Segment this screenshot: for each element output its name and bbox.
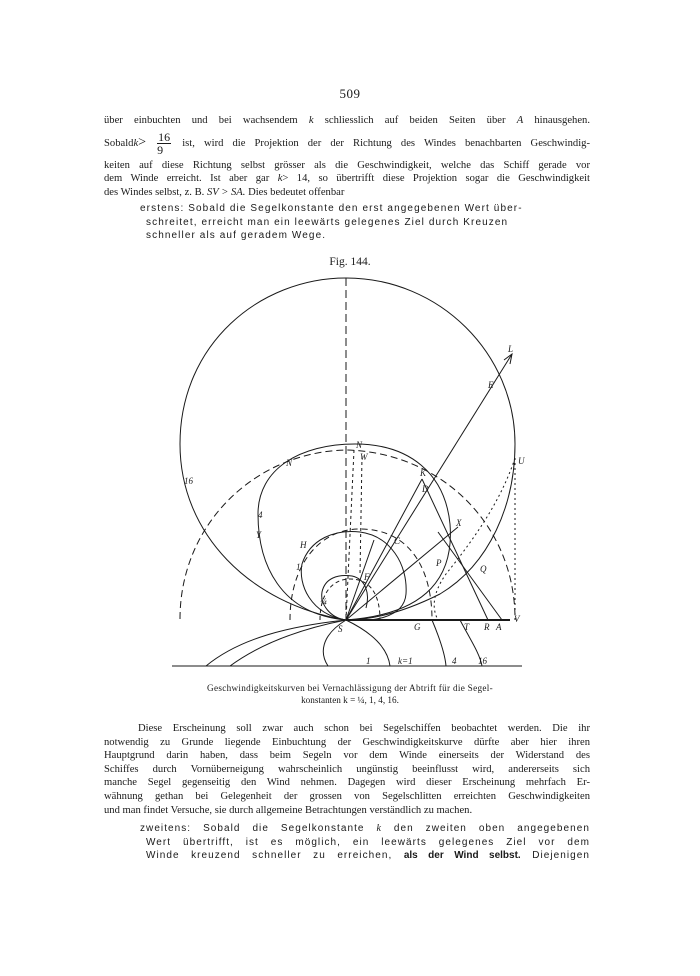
text-line: dem Winde erreicht. Ist aber gar (104, 173, 270, 185)
text-line: über einbuchten und bei wachsendem (104, 115, 298, 126)
lower-curve-1 (230, 620, 346, 666)
dotted-curve-u (434, 458, 515, 620)
text-line: Diese Erscheinung soll zwar auch schon bei Segelschiffen beobachtet werden. Die ihr (138, 723, 590, 734)
text-line: keiten auf diese Richtung selbst grösser als die Geschwindigkeit, welche das Schiff gerade vor (104, 159, 590, 171)
figure-caption (175, 682, 525, 706)
text-line: und man findet Versuche, sie durch allgemeine Betrachtungen verständlich zu machen. (104, 804, 473, 816)
fraction-16-9 (157, 131, 171, 156)
text-line: notwendig zu Grunde liegende Einbuchtung der Geschwindigkeitskurve dürfte aber hier ihren (104, 736, 590, 748)
label-q: Q (480, 564, 487, 574)
dashed-w-f (360, 456, 362, 574)
text-line: schliesslich auf beiden Seiten über (324, 115, 506, 126)
line-x-a (438, 532, 502, 620)
arrowhead-l (504, 354, 512, 364)
text-line: ist, wird die Projektion der der Richtung des Windes benachbarten Geschwindig- (182, 137, 590, 149)
emphasis-text: als der Wind selbst. (403, 850, 521, 862)
dashed-n-s (346, 450, 354, 620)
label-d: D (422, 484, 429, 494)
label-p: P (436, 558, 442, 568)
label-w: W (360, 452, 368, 462)
label-1: 1 (296, 562, 301, 572)
line-k-r (422, 479, 488, 620)
curve-k-quarter (322, 576, 368, 620)
zweitens-line: Wert übertrifft, ist es möglich, ein leewärts gelegenes Ziel vor dem (146, 836, 590, 848)
label-bottom-1: 1 (366, 656, 371, 666)
text-line: Diejenigen (532, 850, 590, 862)
zweitens-line (140, 822, 590, 836)
label-l: L (508, 344, 514, 354)
lower-curve-2 (323, 620, 346, 666)
label-y: Y (256, 530, 262, 540)
text-line: Hauptgrund darin haben, dass beim Segeln vor dem Winde einerseits der Widerstand des (104, 750, 590, 762)
label-u: U (518, 456, 525, 466)
label-quarter: ¼ (320, 596, 327, 606)
label-16: 16 (184, 476, 193, 486)
label-t: T (464, 622, 470, 632)
label-v: V (514, 614, 520, 624)
fraction-numerator: 16 (158, 129, 171, 144)
greater-than-sign: > (138, 134, 147, 150)
label-a: A (496, 622, 502, 632)
label-r: R (484, 622, 490, 632)
figure-title: Fig. 144. (329, 256, 371, 268)
label-n-top: N (356, 440, 363, 450)
label-e: E (488, 380, 494, 390)
erstens-line: schneller als auf geradem Wege. (146, 230, 327, 242)
text-line: Schiffes durch Vornüberneigung wahrscheinlich ungünstig beeinflusst wird, andererseits sich (104, 763, 590, 775)
erstens-line: erstens: Sobald die Segelkonstante den erst angegebenen Wert über- (140, 203, 523, 214)
text-line: Dies bedeutet offenbar (248, 186, 345, 198)
curve-dashed-big (180, 450, 515, 619)
variable-a: A (516, 115, 524, 126)
text-line: des Windes selbst, z. B. (104, 186, 205, 198)
line-s-l (346, 354, 512, 620)
variable-k: k (277, 173, 283, 185)
label-f: F (364, 572, 370, 582)
variable-k: k (308, 115, 314, 126)
paragraph-observation (104, 722, 590, 817)
page-number: 509 (339, 86, 361, 101)
caption-line: Geschwindigkeitskurven bei Vernachlässigung der Abtrift für die Segel- (207, 683, 493, 693)
lower-curve-5 (432, 620, 446, 666)
label-h: H (300, 540, 307, 550)
text-line: hinausgehen. (534, 115, 590, 126)
label-g: G (414, 622, 421, 632)
variable-k: k (376, 823, 382, 834)
label-bottom-16: 16 (478, 656, 487, 666)
label-x: X (456, 518, 462, 528)
text-line: zweitens: Sobald die Segelkonstante (140, 823, 365, 834)
label-c: C (394, 536, 401, 546)
text-line: Winde kreuzend schneller zu erreichen, (146, 850, 393, 862)
text-line: Sobald (104, 137, 134, 149)
figure-144 (170, 274, 530, 674)
erstens-block (140, 202, 590, 243)
text-line: > 14, so übertrifft diese Projektion sogar die Geschwindigkeit (282, 173, 590, 185)
label-n-left: N (286, 458, 293, 468)
label-4: 4 (258, 510, 263, 520)
label-bottom-4: 4 (452, 656, 457, 666)
zweitens-block (140, 822, 590, 863)
formula-sv-sa: SV > SA. (206, 186, 246, 198)
variable-k: k (133, 137, 139, 149)
text-line: manche Segel gegenseitig den Wind nehmen. Dagegen wird dieser Erscheinung mehrfach Er- (104, 777, 590, 789)
label-s: S (338, 624, 343, 634)
caption-line: konstanten k = ¼, 1, 4, 16. (301, 695, 399, 705)
zweitens-line (146, 849, 590, 863)
label-k1: k=1 (398, 656, 413, 666)
paragraph-intro (104, 114, 590, 199)
fraction-denominator: 9 (157, 142, 164, 157)
text-line: den zweiten oben angegebenen (393, 823, 590, 834)
label-k: K (420, 468, 427, 478)
text-line: wähnung gethan bei Gelegenheit der grossen von Segelschlitten erreichten Geschwindigkeiten (104, 790, 590, 802)
erstens-line: schreitet, erreicht man ein leewärts gelegenes Ziel durch Kreuzen (146, 216, 509, 228)
